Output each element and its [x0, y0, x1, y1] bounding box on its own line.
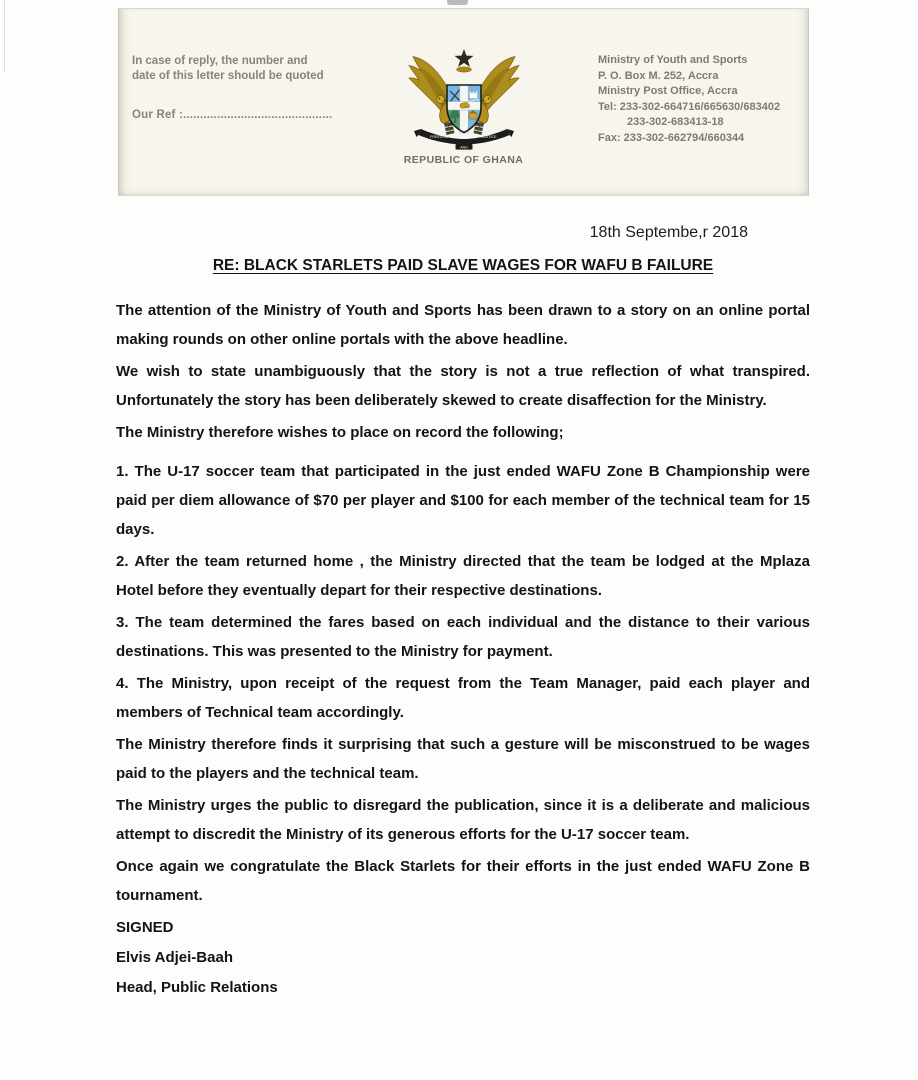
tel-line-1: Tel: 233-302-664716/665630/683402 — [598, 100, 781, 113]
ghana-coat-of-arms-icon — [402, 47, 526, 151]
svg-text:FREEDOM: FREEDOM — [429, 135, 448, 139]
scan-edge-artifact — [4, 0, 5, 72]
subject-text: RE: BLACK STARLETS PAID SLAVE WAGES FOR WAFU B FAILURE — [212, 257, 714, 274]
ministry-name: Ministry of Youth and Sports — [598, 54, 748, 66]
paragraph-surprise: The Ministry therefore finds it surprising that such a gesture will be misconstrued to be wages paid to the players and the technical team. — [116, 736, 810, 782]
signature-title: Head, Public Relations — [116, 979, 278, 996]
our-ref-line: Our Ref :............................................ — [132, 109, 333, 121]
emblem-caption: REPUBLIC OF GHANA — [403, 154, 524, 166]
fax-line: Fax: 233-302-662794/660344 — [598, 131, 745, 144]
reply-note-line2: date of this letter should be quoted — [132, 70, 324, 82]
svg-text:JUSTICE: JUSTICE — [481, 135, 496, 139]
signature-name: Elvis Adjei-Baah — [116, 949, 233, 966]
list-item-4: 4. The Ministry, upon receipt of the request from the Team Manager, paid each player and members of Technical team accordingly. — [116, 675, 810, 721]
paragraph-congratulate: Once again we congratulate the Black Starlets for their efforts in the just ended WAFU Zone B tournament. — [116, 858, 810, 904]
ministry-contact-block — [598, 53, 780, 147]
signed-label: SIGNED — [116, 919, 174, 936]
letterhead — [118, 8, 809, 196]
list-item-1: 1. The U-17 soccer team that participated in the just ended WAFU Zone B Championship were paid per diem allowance of $70 per player and $100 for each member of the technical team for 15 days. — [116, 463, 810, 538]
paragraph-record-intro: The Ministry therefore wishes to place on record the following; — [116, 424, 564, 441]
paragraph-rebuttal: We wish to state unambiguously that the story is not a true reflection of what transpired. Unfortunately the story has been deliberately skewed to create disaffection for the Ministry. — [116, 363, 810, 409]
scan-artifact — [447, 0, 468, 5]
reply-note-line1: In case of reply, the number and — [132, 55, 308, 67]
po-box-line: P. O. Box M. 252, Accra — [598, 69, 719, 82]
paragraph-intro: The attention of the Ministry of Youth and Sports has been drawn to a story on an online portal making rounds on other online portals with the above headline. — [116, 302, 810, 348]
list-item-2: 2. After the team returned home , the Ministry directed that the team be lodged at the Mplaza Hotel before they eventually depart for their respective destinations. — [116, 553, 810, 599]
list-item-3: 3. The team determined the fares based on each individual and the distance to their various destinations. This was presented to the Ministry for payment. — [116, 614, 810, 660]
svg-text:AND: AND — [459, 145, 468, 150]
tel-line-2: 233-302-683413-18 — [627, 116, 724, 129]
letter-body — [116, 218, 810, 1003]
post-office-line: Ministry Post Office, Accra — [598, 85, 738, 98]
paragraph-urge-public: The Ministry urges the public to disregard the publication, since it is a deliberate and malicious attempt to discredit the Ministry of its generous efforts for the U-17 soccer team. — [116, 797, 810, 843]
subject-line — [116, 251, 810, 280]
letter-date: 18th Septembe,r 2018 — [589, 224, 748, 241]
